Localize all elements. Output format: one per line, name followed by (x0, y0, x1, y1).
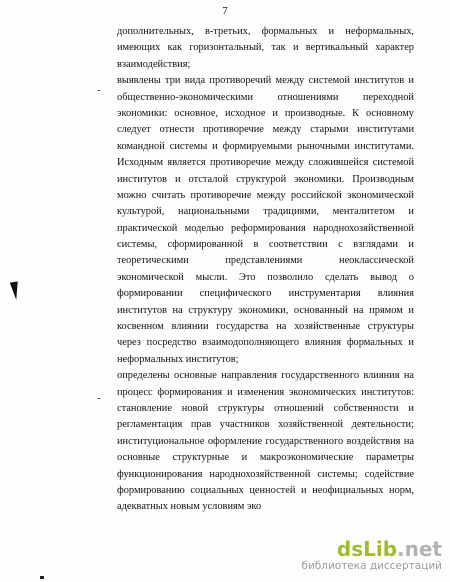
text-line: командной системы и формируемыми рыночными институтами. (117, 140, 414, 152)
page-number: 7 (222, 5, 228, 17)
text-line: взаимодействия; (117, 58, 191, 70)
watermark-brand-gray: .net (397, 537, 442, 561)
text-line: адекватных новым условиям эко (117, 501, 262, 513)
bullet-mark-1: - (97, 84, 101, 96)
document-body (117, 24, 414, 516)
text-line: имеющих как горизонтальный, так и вертикальный характер (117, 42, 414, 54)
text-line: следует отнести противоречие между старыми институтами (117, 124, 414, 136)
text-line: системы, сформированной в соответствии с взглядами и (117, 239, 414, 251)
watermark-caption: библиотека диссертаций (301, 560, 442, 572)
text-line: дополнительных, в-третьих, формальных и неформальных, (117, 26, 414, 37)
text-line: неформальных институтов; (117, 353, 239, 365)
text-line: культурой, национальными традициями, менталитетом и (117, 206, 414, 218)
text-line: основные структурные и макроэкономические параметры (117, 452, 414, 464)
text-line: экономической мысли. Это позволило сделать вывод о (117, 271, 414, 283)
text-line: косвенном влиянии государства на хозяйственные структуры (117, 321, 414, 333)
text-line: можно считать противоречие между российской экономической (117, 189, 414, 201)
watermark-brand-green: dsLib (336, 537, 398, 561)
text-line: формированию социальных ценностей и неофициальных норм, (117, 484, 414, 496)
text-line: общественно-экономическими отношениями переходной (117, 91, 414, 103)
watermark-logo (337, 538, 442, 560)
watermark (272, 538, 442, 578)
text-line: институциональное оформление государственного воздействия на (117, 435, 414, 447)
text-line: Исходным является противоречие между сложившейся системой (117, 157, 414, 169)
text-line: через посредство взаимодополняющего влияния формальных и (117, 337, 414, 349)
text-line: выявлены три вида противоречий между системой институтов и (117, 75, 414, 87)
text-line: функционирования народнохозяйственной системы; содействие (117, 468, 414, 480)
text-line: определены основные направления государственного влияния на (117, 370, 414, 382)
text-line: практической моделью реформирования народнохозяйственной (117, 222, 414, 234)
scan-artifact-dot (40, 576, 44, 579)
text-line: регламентация прав участников хозяйственной деятельности; (117, 419, 414, 431)
text-line: формировании специфического инструментария влияния (117, 288, 414, 300)
text-line: институтов и отсталой структурой экономики. Производным (117, 173, 414, 185)
text-line: процесс формирования и изменения экономических институтов: (117, 386, 414, 398)
text-line: институтов на структуру экономики, основанный на прямом и (117, 304, 414, 316)
text-line: теоретическими представлениями неоклассической (117, 255, 414, 267)
text-line: становление новой структуры отношений собственности и (117, 402, 414, 414)
bullet-mark-2: - (97, 392, 101, 404)
scan-artifact-mark (10, 282, 20, 301)
text-line: экономики: основное, исходное и производные. К основному (117, 107, 414, 119)
